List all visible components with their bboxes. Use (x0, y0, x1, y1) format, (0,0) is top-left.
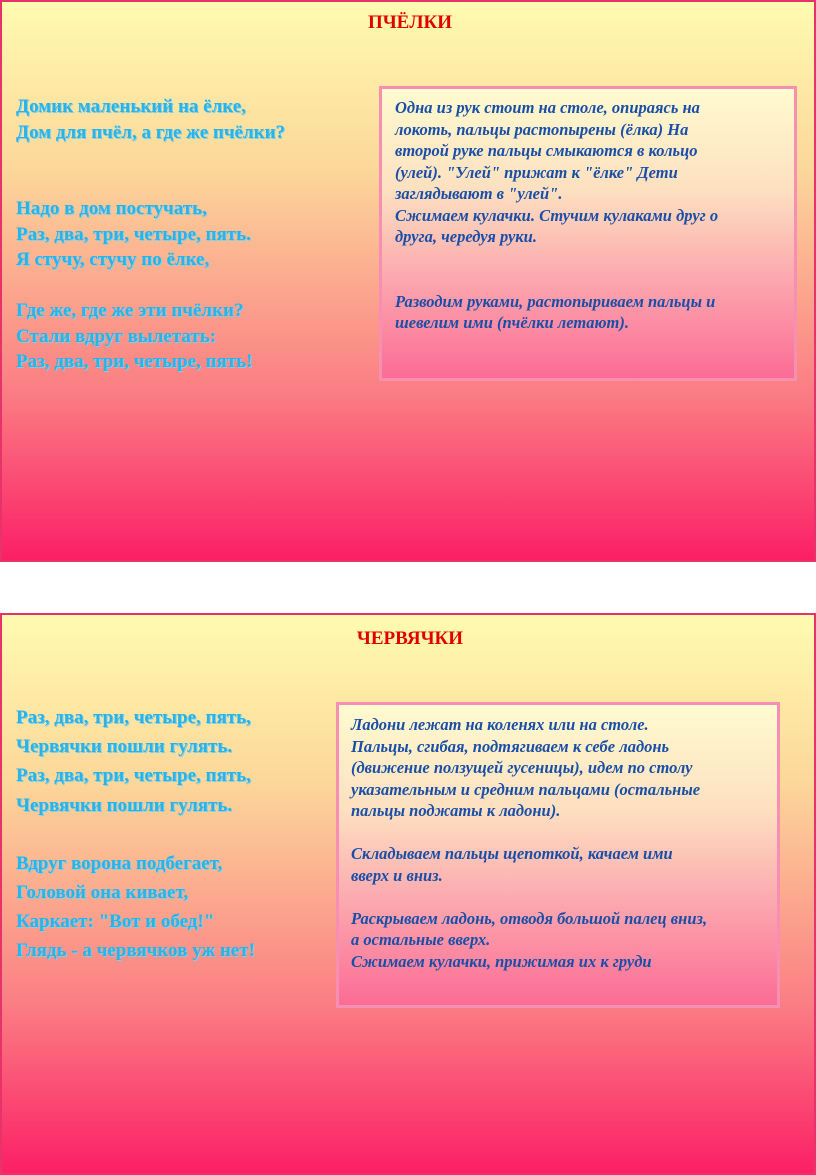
poem-line: Раз, два, три, четыре, пять! (16, 351, 253, 372)
instruction-line: Раскрываем ладонь, отводя большой палец вниз, (351, 908, 708, 928)
poem-line: Червячки пошли гулять. (16, 736, 233, 758)
instruction-line: Сжимаем кулачки. Стучим кулаками друг о (395, 205, 719, 225)
instruction-line: Сжимаем кулачки, прижимая их к груди (351, 951, 652, 971)
instruction-line: (улей). "Улей" прижат к "ёлке" Дети (395, 162, 678, 182)
poem-line: Где же, где же эти пчёлки? (16, 300, 244, 321)
instruction-line: шевелим ими (пчёлки летают). (395, 313, 629, 332)
instructions-box (336, 702, 780, 1008)
instruction-line: друга, чередуя руки. (395, 227, 537, 246)
instruction-line: Пальцы, сгибая, подтягиваем к себе ладонь (351, 736, 670, 756)
poem-line: Глядь - а червячков уж нет! (16, 940, 255, 962)
instruction-line: пальцы поджаты к ладони). (351, 801, 561, 820)
instruction-line: (движение ползущей гусеницы), идем по столу (351, 758, 693, 777)
poem-line: Головой она кивает, (16, 882, 189, 904)
instruction-line: локоть, пальцы растопырены (ёлка) На (395, 119, 689, 139)
instruction-line: Ладони лежат на коленях или на столе. (351, 715, 649, 734)
poem-line: Надо в дом постучать, (16, 198, 207, 219)
poem-line: Я стучу, стучу по ёлке, (16, 249, 210, 270)
instruction-line: Разводим руками, растопыриваем пальцы и (395, 291, 716, 311)
instruction-line: вверх и вниз. (351, 865, 443, 885)
poem-line: Червячки пошли гулять. (16, 794, 233, 816)
card-title: ЧЕРВЯЧКИ (356, 628, 464, 649)
poem-line: Каркает: "Вот и обед!" (16, 911, 215, 933)
instruction-line: второй руке пальцы смыкаются в кольцо (395, 141, 698, 160)
poem-line: Раз, два, три, четыре, пять, (16, 765, 251, 787)
instruction-line: а остальные вверх. (351, 930, 491, 949)
instruction-line: Складываем пальцы щепоткой, качаем ими (351, 844, 673, 863)
poem-line: Дом для пчёл, а где же пчёлки? (16, 121, 286, 143)
poem-line: Раз, два, три, четыре, пять. (16, 223, 251, 245)
card-title: ПЧЁЛКИ (367, 12, 453, 33)
instruction-line: Одна из рук стоит на столе, опираясь на (395, 98, 700, 117)
poem-line: Раз, два, три, четыре, пять, (16, 707, 251, 728)
instruction-line: заглядывают в "улей". (395, 184, 563, 203)
poem-text (16, 703, 255, 966)
poem-line: Стали вдруг вылетать: (16, 325, 217, 347)
instruction-line: указательным и средним пальцами (остальные (351, 779, 701, 799)
card-worms (0, 613, 816, 1175)
poem-line: Домик маленький на ёлке, (16, 96, 246, 117)
card-bees (0, 0, 816, 562)
instructions-box (379, 86, 797, 381)
poem-text (16, 94, 285, 375)
poem-line: Вдруг ворона подбегает, (16, 852, 223, 874)
